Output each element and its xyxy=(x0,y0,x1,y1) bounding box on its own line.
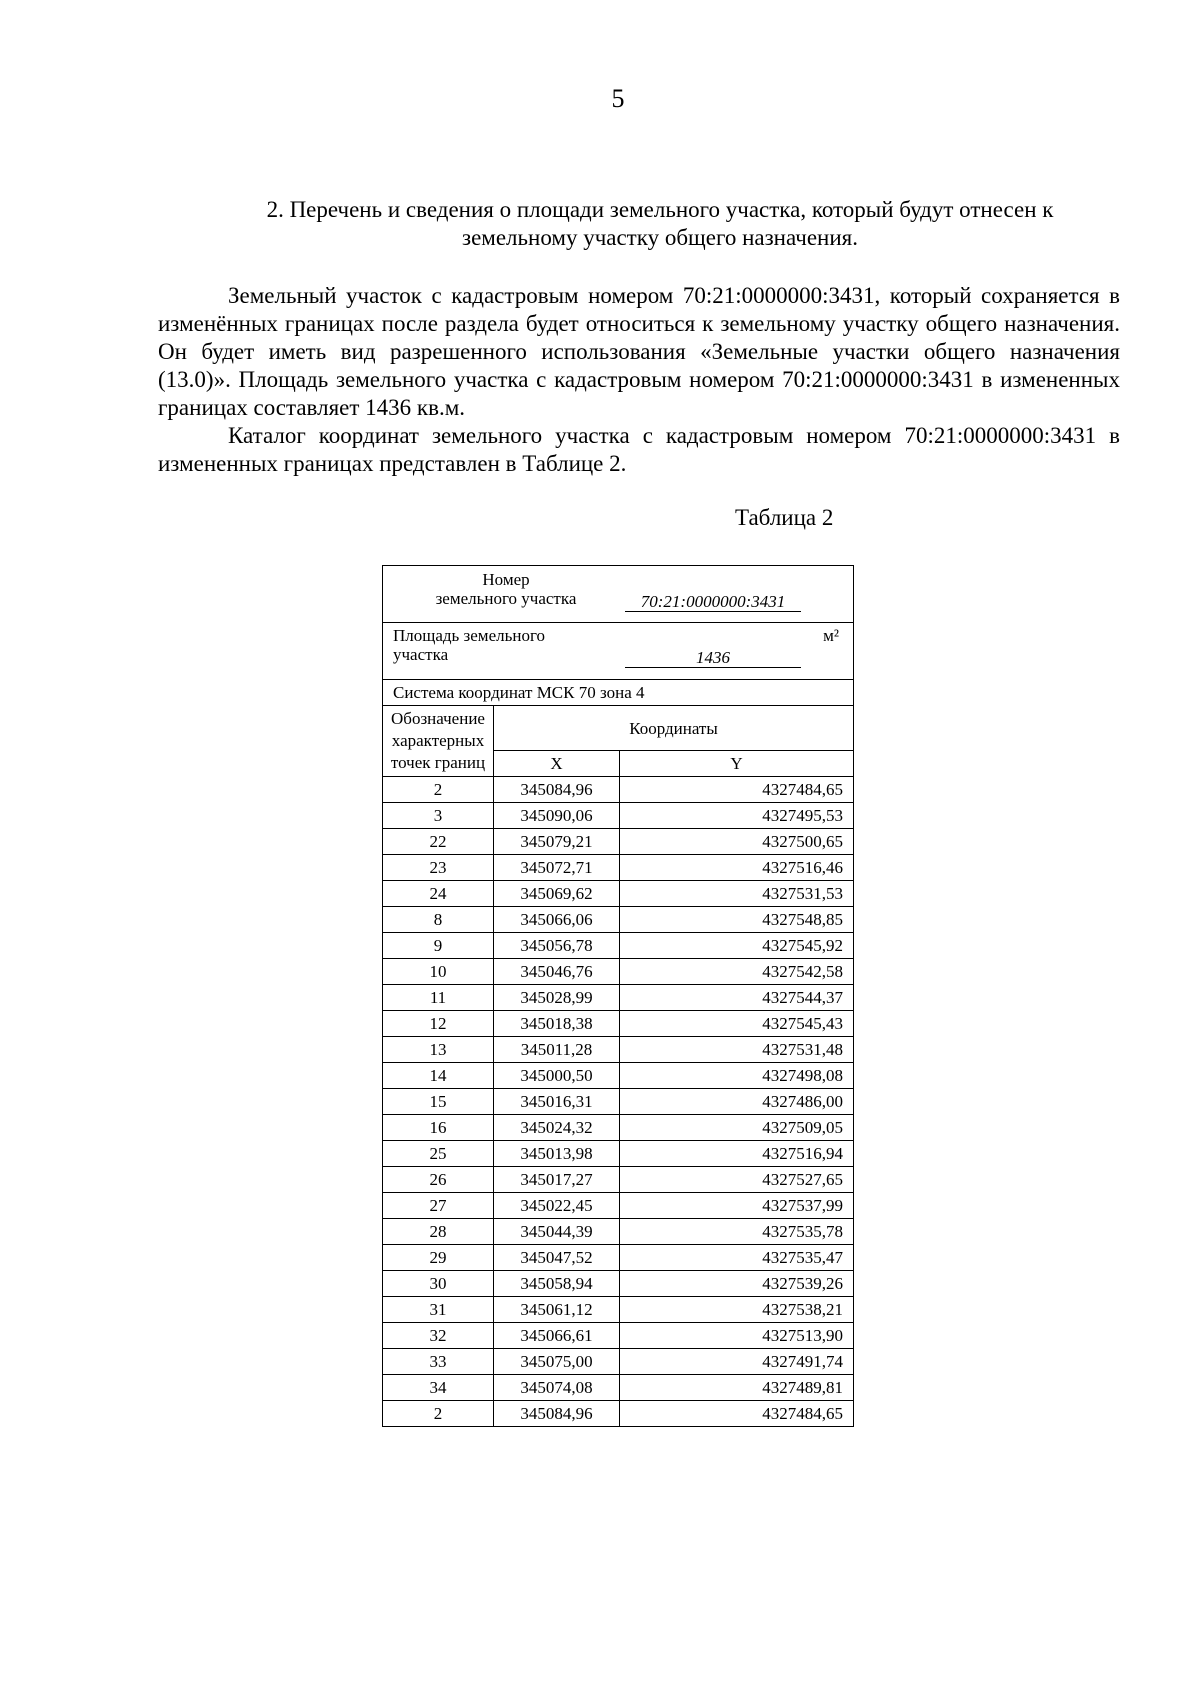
x-cell: 345058,94 xyxy=(494,1271,620,1297)
table-row xyxy=(383,1141,854,1167)
y-cell: 4327537,99 xyxy=(620,1193,854,1219)
table-row xyxy=(383,1219,854,1245)
x-cell: 345079,21 xyxy=(494,829,620,855)
table-row xyxy=(383,1167,854,1193)
y-cell: 4327545,92 xyxy=(620,933,854,959)
section-heading-line1: 2. Перечень и сведения о площади земельного участка, который будут отнесен к xyxy=(266,197,1054,222)
x-cell: 345046,76 xyxy=(494,959,620,985)
table-caption: Таблица 2 xyxy=(735,505,834,530)
x-cell: 345066,61 xyxy=(494,1323,620,1349)
point-cell: 24 xyxy=(383,881,494,907)
x-cell: 345018,38 xyxy=(494,1011,620,1037)
point-cell: 25 xyxy=(383,1141,494,1167)
point-cell: 15 xyxy=(383,1089,494,1115)
table-row xyxy=(383,855,854,881)
point-cell: 26 xyxy=(383,1167,494,1193)
x-cell: 345013,98 xyxy=(494,1141,620,1167)
col-header-y: Y xyxy=(620,751,854,777)
y-cell: 4327513,90 xyxy=(620,1323,854,1349)
point-cell: 2 xyxy=(383,1401,494,1427)
point-cell: 33 xyxy=(383,1349,494,1375)
point-cell: 23 xyxy=(383,855,494,881)
x-cell: 345075,00 xyxy=(494,1349,620,1375)
point-cell: 9 xyxy=(383,933,494,959)
coordinates-table xyxy=(382,565,854,1427)
y-cell: 4327535,47 xyxy=(620,1245,854,1271)
x-cell: 345072,71 xyxy=(494,855,620,881)
table-row xyxy=(383,907,854,933)
y-cell: 4327498,08 xyxy=(620,1063,854,1089)
point-cell: 16 xyxy=(383,1115,494,1141)
table-row xyxy=(383,777,854,803)
y-cell: 4327527,65 xyxy=(620,1167,854,1193)
x-cell: 345066,06 xyxy=(494,907,620,933)
x-cell: 345000,50 xyxy=(494,1063,620,1089)
y-cell: 4327548,85 xyxy=(620,907,854,933)
point-cell: 27 xyxy=(383,1193,494,1219)
col-header-coordinates: Координаты xyxy=(494,706,854,751)
point-cell: 11 xyxy=(383,985,494,1011)
area-unit: м² xyxy=(823,626,839,645)
table-row xyxy=(383,1323,854,1349)
y-cell: 4327509,05 xyxy=(620,1115,854,1141)
table-row xyxy=(383,1193,854,1219)
parcel-number-cell xyxy=(383,566,854,623)
x-cell: 345016,31 xyxy=(494,1089,620,1115)
page-number: 5 xyxy=(611,84,625,113)
table-row xyxy=(383,1063,854,1089)
table-row xyxy=(383,1297,854,1323)
x-cell: 345022,45 xyxy=(494,1193,620,1219)
y-cell: 4327500,65 xyxy=(620,829,854,855)
table-row xyxy=(383,959,854,985)
x-cell: 345017,27 xyxy=(494,1167,620,1193)
table-row xyxy=(383,803,854,829)
y-cell: 4327489,81 xyxy=(620,1375,854,1401)
area-cell xyxy=(383,623,854,680)
point-cell: 32 xyxy=(383,1323,494,1349)
table-row xyxy=(383,1011,854,1037)
x-cell: 345044,39 xyxy=(494,1219,620,1245)
point-cell: 31 xyxy=(383,1297,494,1323)
y-cell: 4327545,43 xyxy=(620,1011,854,1037)
point-cell: 3 xyxy=(383,803,494,829)
table-row xyxy=(383,829,854,855)
table-row xyxy=(383,1349,854,1375)
y-cell: 4327535,78 xyxy=(620,1219,854,1245)
y-cell: 4327531,53 xyxy=(620,881,854,907)
table-row xyxy=(383,1271,854,1297)
parcel-number-label: Номер земельного участка xyxy=(435,570,577,608)
y-cell: 4327516,46 xyxy=(620,855,854,881)
x-cell: 345084,96 xyxy=(494,777,620,803)
y-cell: 4327531,48 xyxy=(620,1037,854,1063)
x-cell: 345028,99 xyxy=(494,985,620,1011)
y-cell: 4327542,58 xyxy=(620,959,854,985)
y-cell: 4327539,26 xyxy=(620,1271,854,1297)
point-cell: 28 xyxy=(383,1219,494,1245)
point-cell: 34 xyxy=(383,1375,494,1401)
section-heading-line2: земельному участку общего назначения. xyxy=(462,225,858,250)
table-row xyxy=(383,1401,854,1427)
point-cell: 30 xyxy=(383,1271,494,1297)
point-cell: 22 xyxy=(383,829,494,855)
area-value: 1436 xyxy=(625,648,801,668)
parcel-number-row xyxy=(383,566,854,623)
x-cell: 345011,28 xyxy=(494,1037,620,1063)
area-label: Площадь земельного участка xyxy=(393,626,545,664)
y-cell: 4327538,21 xyxy=(620,1297,854,1323)
x-cell: 345056,78 xyxy=(494,933,620,959)
col-header-x: X xyxy=(494,751,620,777)
point-cell: 13 xyxy=(383,1037,494,1063)
x-cell: 345069,62 xyxy=(494,881,620,907)
section-heading xyxy=(160,196,1160,252)
y-cell: 4327484,65 xyxy=(620,1401,854,1427)
table-row xyxy=(383,1089,854,1115)
parcel-number-value: 70:21:0000000:3431 xyxy=(625,592,801,612)
point-cell: 8 xyxy=(383,907,494,933)
y-cell: 4327486,00 xyxy=(620,1089,854,1115)
area-row xyxy=(383,623,854,680)
point-cell: 2 xyxy=(383,777,494,803)
table-row xyxy=(383,1037,854,1063)
table-row xyxy=(383,1115,854,1141)
x-cell: 345090,06 xyxy=(494,803,620,829)
coord-system-cell: Система координат МСК 70 зона 4 xyxy=(383,680,854,706)
table-row xyxy=(383,1245,854,1271)
y-cell: 4327484,65 xyxy=(620,777,854,803)
x-cell: 345024,32 xyxy=(494,1115,620,1141)
y-cell: 4327544,37 xyxy=(620,985,854,1011)
paragraph-parcel-description: Земельный участок с кадастровым номером 70:21:0000000:3431, который сохраняется в изменённых границах после раздела будет относиться к земельному участку общего назначения. Он будет иметь вид разрешенного использования «Земельные участки общего назначения (13.0)». Площадь земельного участка с кадастровым номером 70:21:0000000:3431 в измененных границах составляет 1436 кв.м. xyxy=(158,283,1120,420)
x-cell: 345074,08 xyxy=(494,1375,620,1401)
col-header-points: Обозначение характерных точек границ xyxy=(383,706,494,777)
table-row xyxy=(383,985,854,1011)
y-cell: 4327516,94 xyxy=(620,1141,854,1167)
column-header-row xyxy=(383,706,854,751)
y-cell: 4327491,74 xyxy=(620,1349,854,1375)
x-cell: 345047,52 xyxy=(494,1245,620,1271)
coord-system-row xyxy=(383,680,854,706)
x-cell: 345061,12 xyxy=(494,1297,620,1323)
point-cell: 10 xyxy=(383,959,494,985)
point-cell: 14 xyxy=(383,1063,494,1089)
paragraph-coordinate-catalog: Каталог координат земельного участка с кадастровым номером 70:21:0000000:3431 в измененных границах представлен в Таблице 2. xyxy=(158,423,1120,476)
x-cell: 345084,96 xyxy=(494,1401,620,1427)
table-row xyxy=(383,1375,854,1401)
table-row xyxy=(383,933,854,959)
point-cell: 29 xyxy=(383,1245,494,1271)
table-row xyxy=(383,881,854,907)
point-cell: 12 xyxy=(383,1011,494,1037)
y-cell: 4327495,53 xyxy=(620,803,854,829)
